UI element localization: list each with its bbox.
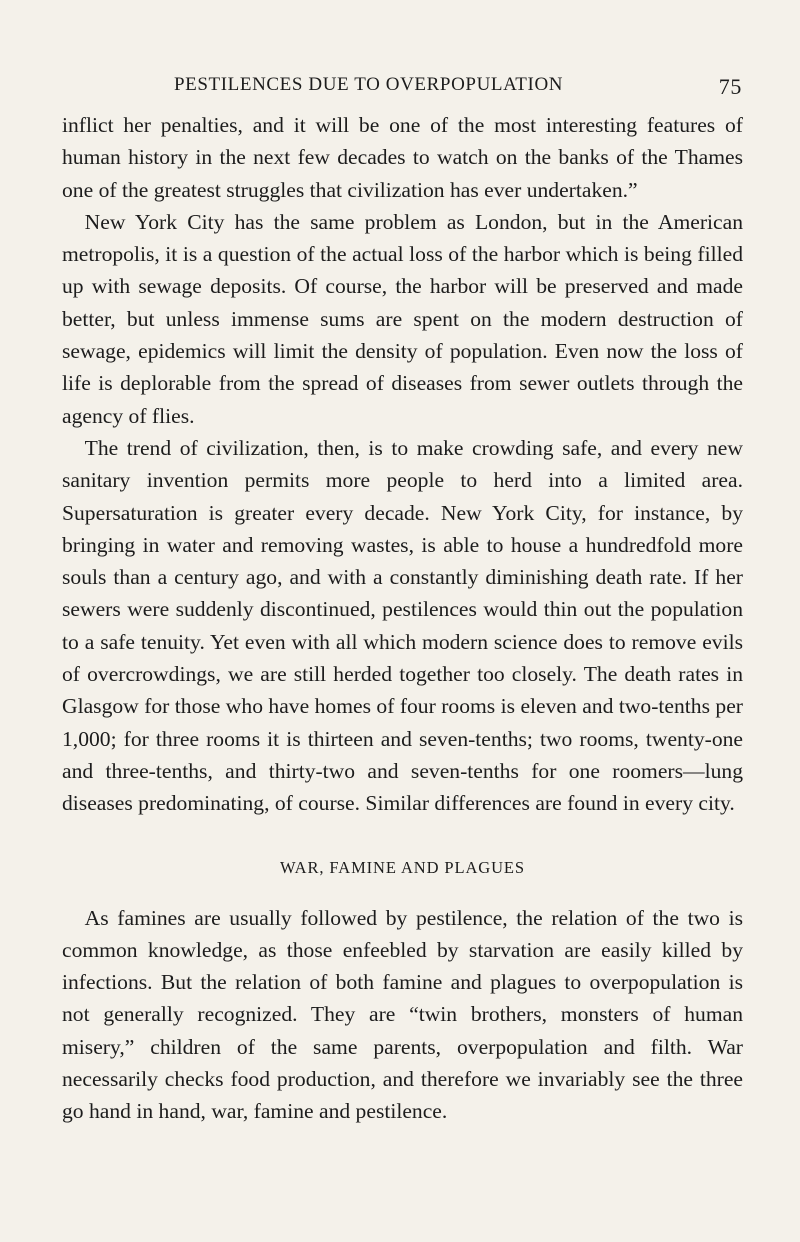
page-number: 75 xyxy=(718,74,742,99)
paragraph-new-york: New York City has the same problem as London, but in the American metropolis, it is a question of the actual loss of the harbor which is being filled up with sewage deposits. Of course, the harbor will be preserved and made better, but unless immense sums are spent on the modern destruction of sewage, epidemics will limit the density of population. Even now the loss of life is deplorable from the spread of diseases from sewer outlets through the agency of flies. xyxy=(62,209,743,428)
section-heading: WAR, FAMINE AND PLAGUES xyxy=(280,857,525,877)
running-head xyxy=(62,74,742,104)
paragraph-continued: inflict her penalties, and it will be one of the most interesting features of human history in the next few decades to watch on the banks of the Thames one of the greatest struggles that civilization has ever undertaken.” xyxy=(62,113,743,202)
running-title: PESTILENCES DUE TO OVERPOPULATION xyxy=(174,74,564,95)
body-text xyxy=(62,109,743,1128)
paragraph-civilization-trend: The trend of civilization, then, is to make crowding safe, and every new sanitary invention permits more people to herd into a limited area. Supersaturation is greater every decade. New York City, for instance, by bringing in water and removing wastes, is able to house a hundredfold more souls than a century ago, and with a constantly diminishing death rate. If her sewers were suddenly discontinued, pestilences would thin out the population to a safe tenuity. Yet even with all which modern science does to remove evils of overcrowdings, we are still herded together too closely. The death rates in Glasgow for those who have homes of four rooms is eleven and two-tenths per 1,000; for three rooms it is thirteen and seven-tenths; two rooms, twenty-one and three-tenths, and thirty-two and seven-tenths for one roomers—lung diseases predominating, of course. Similar differences are found in every city. xyxy=(62,435,743,816)
paragraph-famine: As famines are usually followed by pestilence, the relation of the two is common knowledge, as those enfeebled by starvation are easily killed by infections. But the relation of both famine and plagues to overpopulation is not generally recognized. They are “twin brothers, monsters of human misery,” children of the same parents, overpopulation and filth. War necessarily checks food production, and therefore we invariably see the three go hand in hand, war, famine and pestilence. xyxy=(62,905,743,1124)
